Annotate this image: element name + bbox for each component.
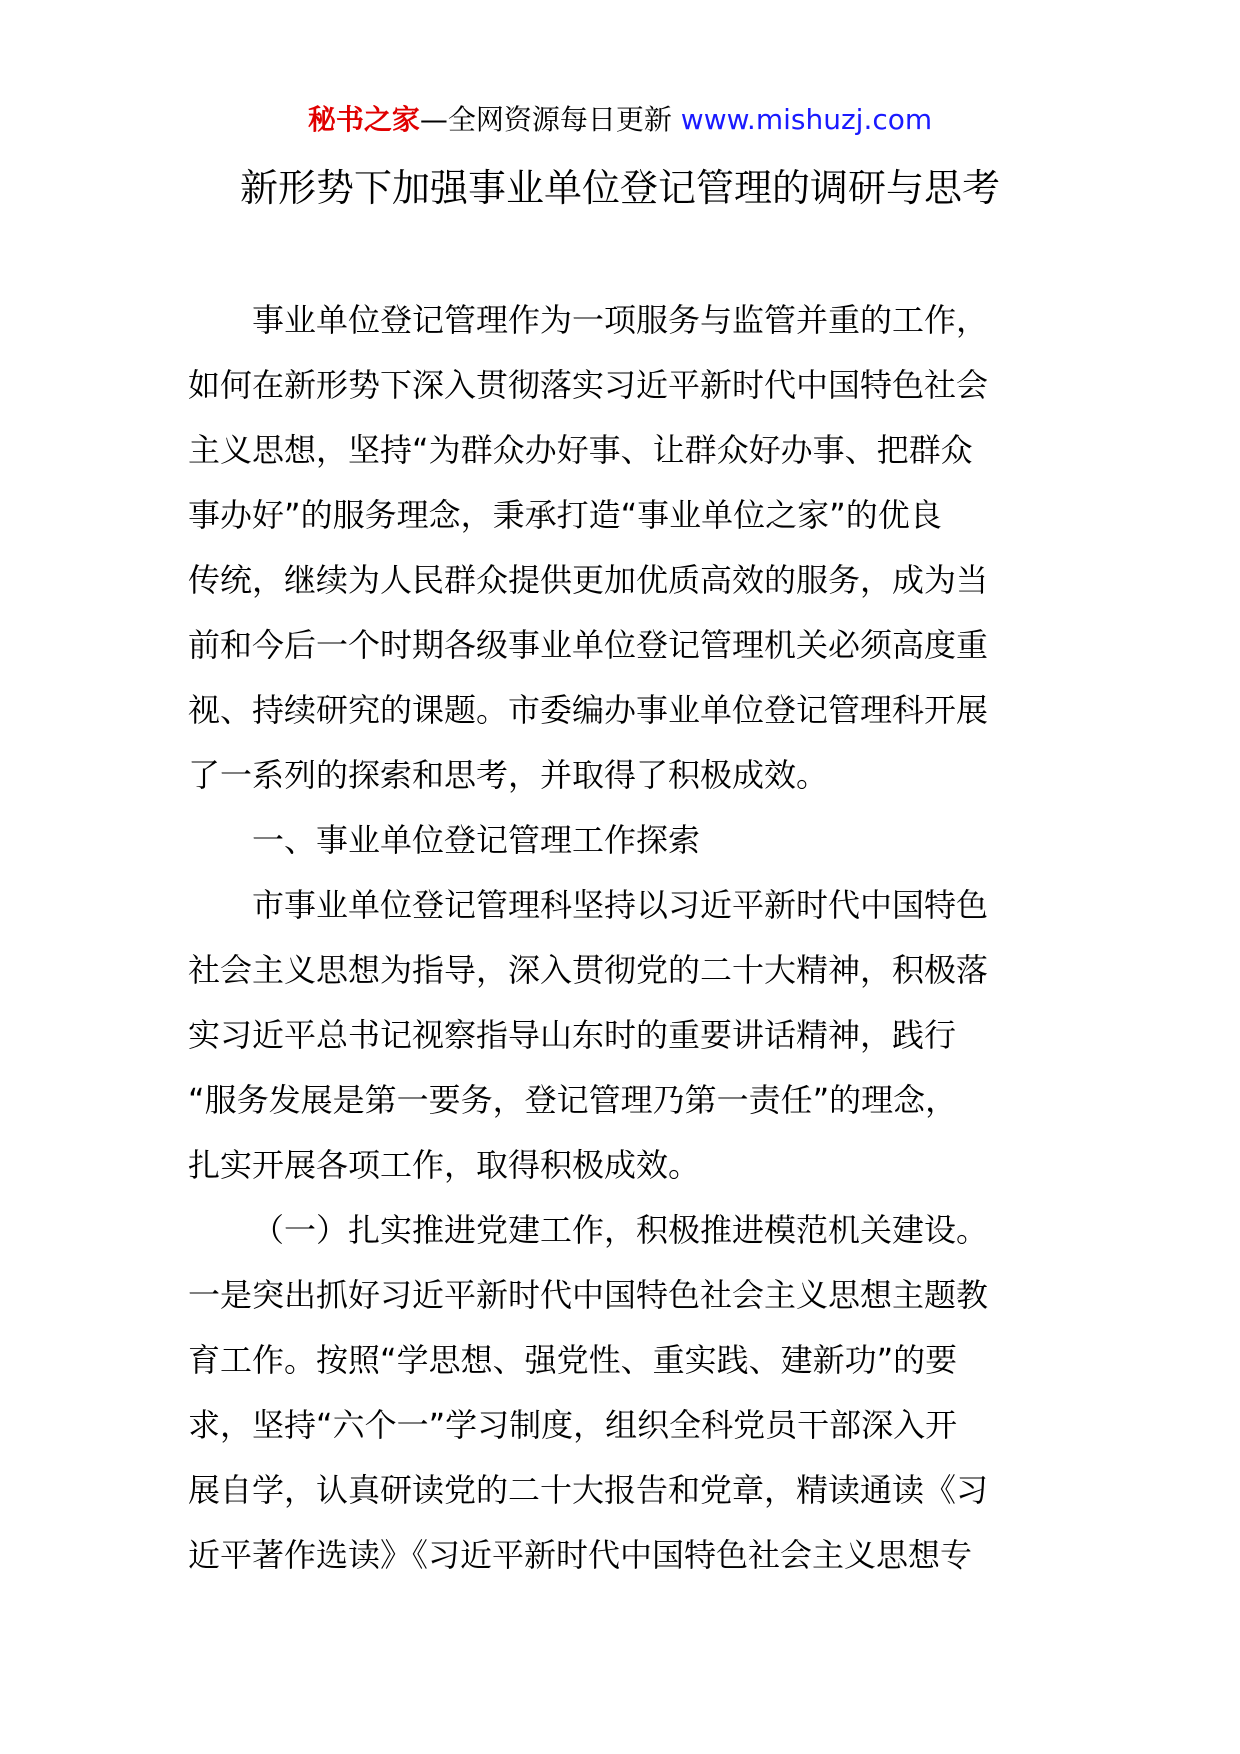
text-line: 实习近平总书记视察指导山东时的重要讲话精神，践行 xyxy=(188,1016,957,1054)
text-line: 扎实开展各项工作，取得积极成效。 xyxy=(188,1146,701,1184)
text-line: 视、持续研究的课题。市委编办事业单位登记管理科开展 xyxy=(188,691,989,729)
subsection-heading: （一）扎实推进党建工作，积极推进模范机关建设。 xyxy=(252,1211,989,1249)
text-line: 事办好”的服务理念，秉承打造“事业单位之家”的优良 xyxy=(188,496,942,534)
text-line: 了一系列的探索和思考，并取得了积极成效。 xyxy=(188,756,829,794)
text-line: 事业单位登记管理作为一项服务与监管并重的工作， xyxy=(252,301,989,339)
site-slogan: —全网资源每日更新 xyxy=(419,103,672,136)
text-line: 一是突出抓好习近平新时代中国特色社会主义思想主题教 xyxy=(188,1276,989,1314)
document-body xyxy=(188,288,1058,1588)
text-line: “服务发展是第一要务，登记管理乃第一责任”的理念， xyxy=(188,1081,958,1119)
site-header xyxy=(0,100,1240,140)
text-line: 前和今后一个时期各级事业单位登记管理机关必须高度重 xyxy=(188,626,989,664)
text-line: 求，坚持“六个一”学习制度，组织全科党员干部深入开 xyxy=(188,1406,958,1444)
site-url-link[interactable]: www.mishuzj.com xyxy=(680,103,933,136)
text-line: 市事业单位登记管理科坚持以习近平新时代中国特色 xyxy=(252,886,989,924)
text-line: 展自学，认真研读党的二十大报告和党章，精读通读《习 xyxy=(188,1471,989,1509)
section-heading: 一、事业单位登记管理工作探索 xyxy=(252,821,701,859)
text-line: 传统，继续为人民群众提供更加优质高效的服务，成为当 xyxy=(188,561,989,599)
text-line: 育工作。按照“学思想、强党性、重实践、建新功”的要 xyxy=(188,1341,958,1379)
text-line: 主义思想，坚持“为群众办好事、让群众好办事、把群众 xyxy=(188,431,973,469)
text-line: 近平著作选读》《习近平新时代中国特色社会主义思想专 xyxy=(188,1536,973,1574)
text-line: 社会主义思想为指导，深入贯彻党的二十大精神，积极落 xyxy=(188,951,989,989)
site-brand: 秘书之家 xyxy=(307,103,420,136)
document-title: 新形势下加强事业单位登记管理的调研与思考 xyxy=(239,166,1000,210)
text-line: 如何在新形势下深入贯彻落实习近平新时代中国特色社会 xyxy=(188,366,989,404)
